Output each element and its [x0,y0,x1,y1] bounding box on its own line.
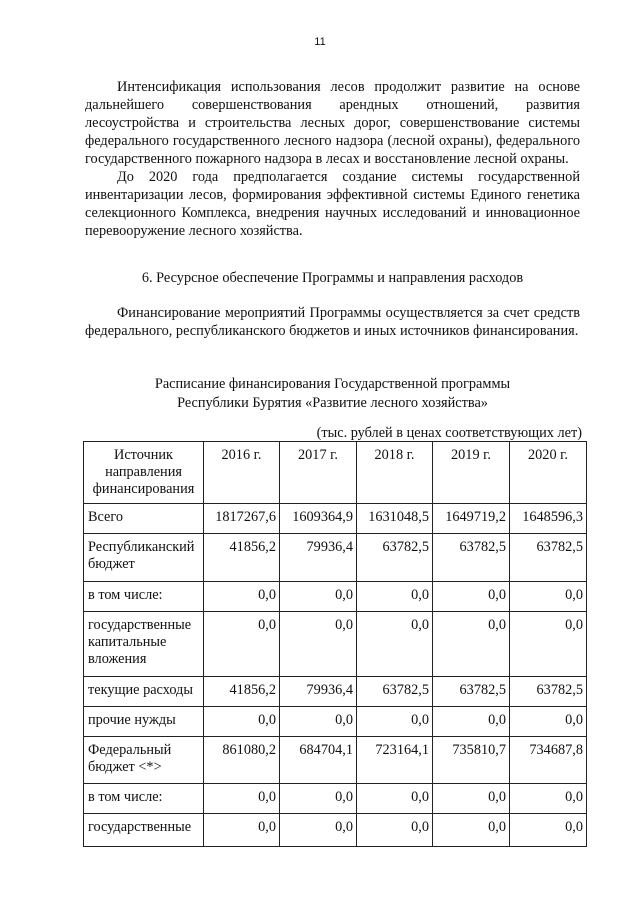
table-row [84,504,587,534]
table-row [84,814,587,847]
table-cell: 0,0 [280,814,357,847]
table-cell: 63782,5 [357,677,433,707]
table-caption [85,375,580,413]
table-cell: 0,0 [357,707,433,737]
table-cell: 734687,8 [510,737,587,784]
table-header-row [84,442,587,504]
table-cell: 1648596,3 [510,504,587,534]
section-heading: 6. Ресурсное обеспечение Программы и направления расходов [141,270,524,286]
table-cell: 1817267,6 [204,504,280,534]
source-column-header: Источник направления финансирования [84,442,204,504]
table-caption-line: Расписание финансирования Государственной программы [154,376,511,392]
table-row [84,582,587,612]
table-cell: 0,0 [280,707,357,737]
units-note: (тыс. рублей в ценах соответствующих лет) [316,425,582,441]
table-caption-line: Республики Бурятия «Развитие лесного хозяйства» [177,395,488,411]
table-cell: 0,0 [510,707,587,737]
table-cell: 0,0 [357,582,433,612]
row-label: Всего [84,504,204,534]
table-cell: 0,0 [510,612,587,677]
table-cell: 0,0 [510,814,587,847]
table-cell: 0,0 [204,707,280,737]
intro-text [85,78,580,240]
table-cell: 63782,5 [433,677,510,707]
table-cell: 0,0 [204,814,280,847]
table-cell: 41856,2 [204,534,280,582]
financing-paragraph: Финансирование мероприятий Программы осуществляется за счет средств федерального, республиканского бюджетов и иных источников финансирования. [85,305,580,339]
year-column-header: 2017 г. [280,442,357,504]
table-row [84,534,587,582]
table-cell: 0,0 [357,612,433,677]
table-cell: 0,0 [433,814,510,847]
table-cell: 79936,4 [280,677,357,707]
year-column-header: 2016 г. [204,442,280,504]
table-cell: 1631048,5 [357,504,433,534]
year-column-header: 2019 г. [433,442,510,504]
row-label: Федеральный бюджет <*> [84,737,204,784]
table-cell: 684704,1 [280,737,357,784]
table-cell: 0,0 [280,582,357,612]
table-cell: 63782,5 [357,534,433,582]
page-number: 11 [314,36,326,48]
table-row [84,784,587,814]
table-row [84,612,587,677]
row-label: государственные капитальные вложения [84,612,204,677]
table-cell: 0,0 [204,582,280,612]
table-cell: 0,0 [204,612,280,677]
row-label: в том числе: [84,582,204,612]
table-cell: 0,0 [280,612,357,677]
table-row [84,707,587,737]
row-label: текущие расходы [84,677,204,707]
table-row [84,737,587,784]
table-cell: 0,0 [510,784,587,814]
financing-text [85,304,580,340]
table-cell: 0,0 [510,582,587,612]
table-cell: 63782,5 [433,534,510,582]
table-cell: 63782,5 [510,677,587,707]
table-cell: 1609364,9 [280,504,357,534]
table-row [84,677,587,707]
table-cell: 41856,2 [204,677,280,707]
year-column-header: 2020 г. [510,442,587,504]
table-cell: 1649719,2 [433,504,510,534]
row-label: прочие нужды [84,707,204,737]
table-cell: 0,0 [433,582,510,612]
table-cell: 0,0 [357,784,433,814]
table-cell: 79936,4 [280,534,357,582]
table-cell: 0,0 [433,612,510,677]
table-cell: 861080,2 [204,737,280,784]
year-column-header: 2018 г. [357,442,433,504]
table-cell: 0,0 [433,707,510,737]
table-cell: 0,0 [433,784,510,814]
row-label: Республиканский бюджет [84,534,204,582]
table-cell: 0,0 [280,784,357,814]
table-cell: 0,0 [204,784,280,814]
table-cell: 723164,1 [357,737,433,784]
table-cell: 735810,7 [433,737,510,784]
intro-paragraph: Интенсификация использования лесов продолжит развитие на основе дальнейшего совершенствования арендных отношений, развития лесоустройства и строительства лесных дорог, совершенствование системы федерального государственного лесного надзора (лесной охраны), федерального государственного пожарного надзора в лесах и восстановление лесной охраны. [85,79,580,167]
table-cell: 63782,5 [510,534,587,582]
table-cell: 0,0 [357,814,433,847]
intro-paragraph: До 2020 года предполагается создание системы государственной инвентаризации лесов, формирования эффективной системы Единого генетика селекционного Комплекса, внедрения научных исследований и инновационное перевооружение лесного хозяйства. [85,169,580,239]
row-label: в том числе: [84,784,204,814]
row-label: государственные [84,814,204,847]
financing-table [83,441,587,847]
